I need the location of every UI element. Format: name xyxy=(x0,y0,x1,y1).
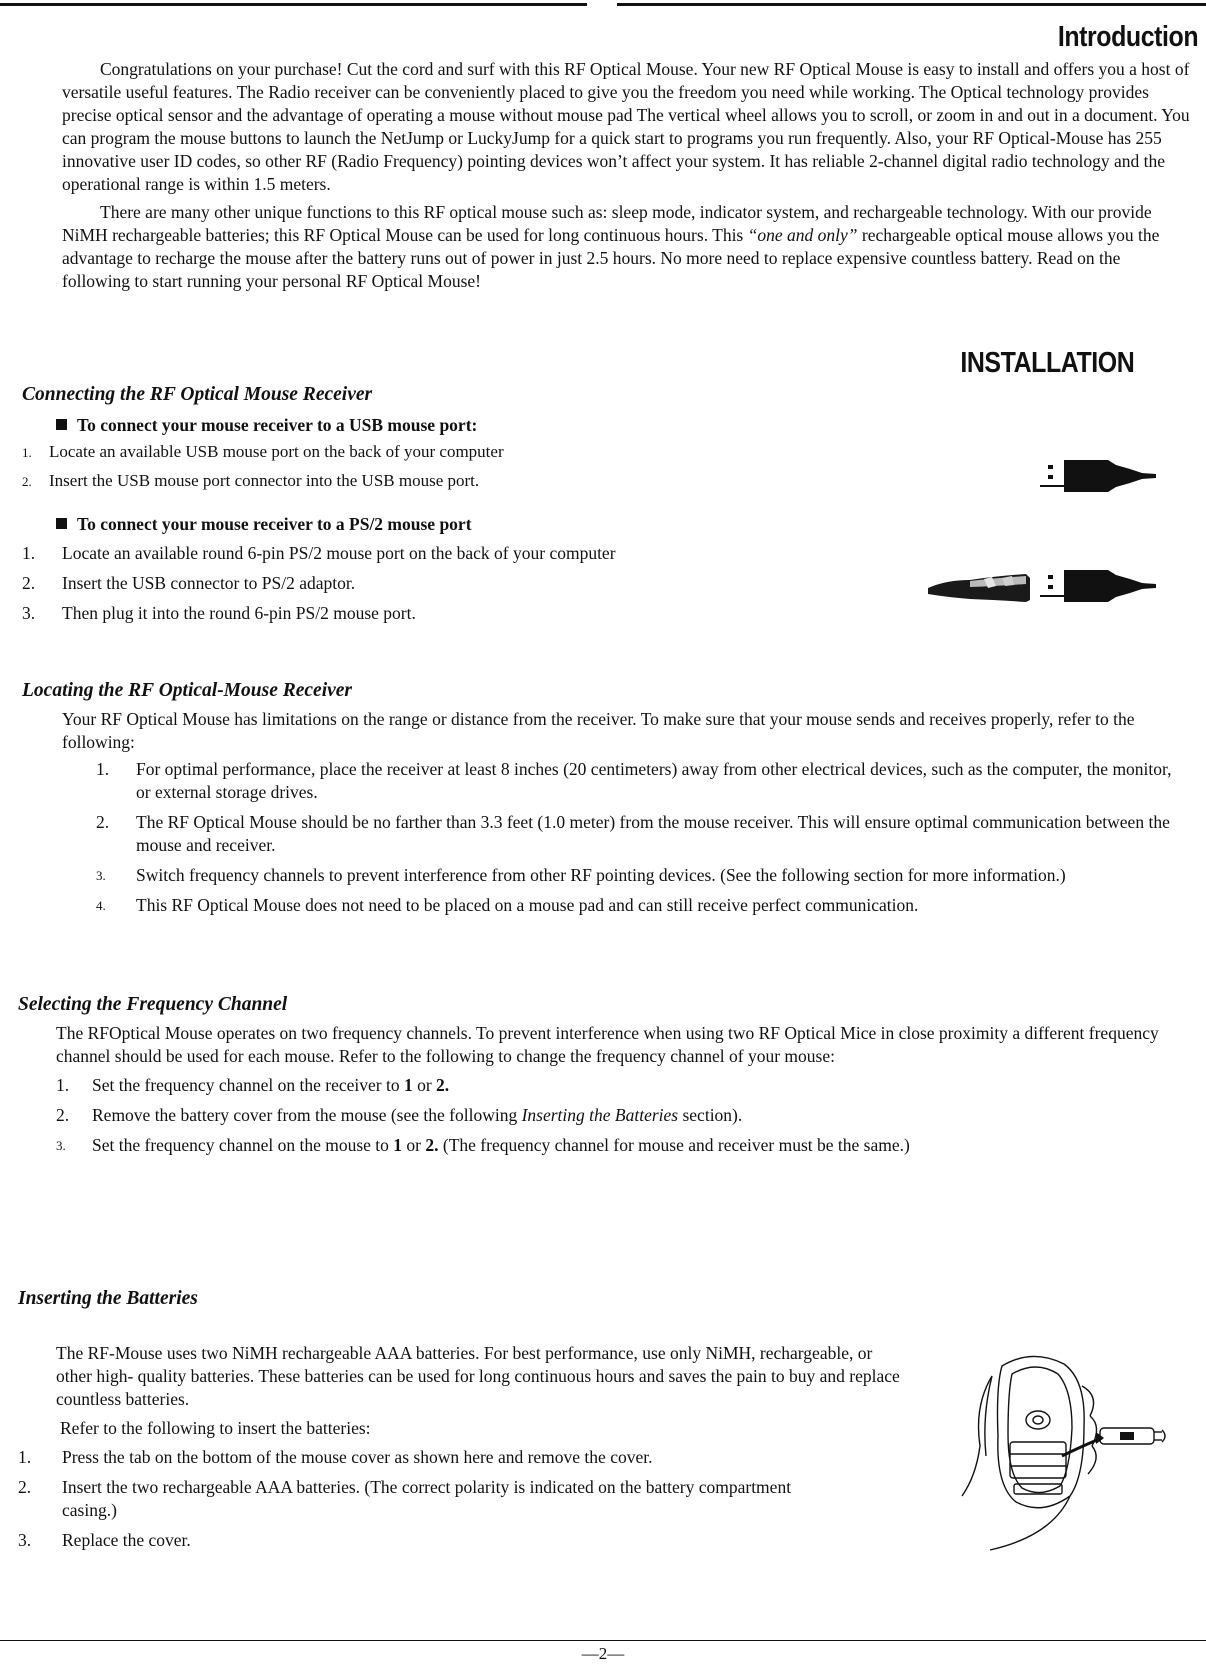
step-text xyxy=(92,1074,1178,1097)
usb-subheading xyxy=(56,414,942,437)
list-item xyxy=(96,811,1172,857)
item-number: 3. xyxy=(96,868,106,884)
step-text-part: Set the frequency channel on the mouse to xyxy=(92,1135,394,1156)
item-number: 1. xyxy=(96,758,110,779)
step-text-part: (The frequency channel for mouse and receiver must be the same.) xyxy=(438,1135,910,1156)
intro-p2-text-a: There are many other unique functions to this RF optical mouse such as: sleep mode, indicator system, and rechargeable technology. With our provide NiMH rechargeable batteries; this RF Optical Mouse can be used for long continuous hours. This xyxy=(62,201,1152,245)
intro-paragraph-1: Congratulations on your purchase! Cut the cord and surf with this RF Optical Mouse. Your new RF Optical Mouse is easy to install and offers you a host of versatile useful features. The Radio receiver can be conveniently placed to give you the freedom you need while working. The Optical technology provides precise optical sensor and the advantage of operating a mouse without mouse pad The vertical wheel allows you to scroll, or zoom in and out in a document. You can program the mouse buttons to launch the NetJump or LuckyJump for a quick start to programs you run frequently. Also, your RF Optical-Mouse has 255 innovative user ID codes, so other RF (Radio Frequency) pointing devices won’t affect your system. It has reliable 2-channel digital radio technology and the operational range is within 1.5 meters. xyxy=(62,59,1190,195)
item-text: This RF Optical Mouse does not need to be placed on a mouse pad and can still receive perfect communication. xyxy=(136,895,919,916)
batteries-refer: Refer to the following to insert the batteries: xyxy=(60,1418,371,1439)
locating-list xyxy=(96,758,1172,918)
locating-intro: Your RF Optical Mouse has limitations on the range or distance from the receiver. To make sure that your mouse sends and receives properly, refer to the following: xyxy=(62,708,1135,752)
list-item xyxy=(96,864,1172,887)
installation-heading: INSTALLATION xyxy=(959,347,1134,379)
ps2-adaptor-icon xyxy=(926,566,1034,606)
channel-value: 1 xyxy=(393,1135,403,1156)
step-text-part: or xyxy=(412,1074,437,1095)
list-item xyxy=(22,542,942,565)
item-text: The RF Optical Mouse should be no farther than 3.3 feet (1.0 meter) from the mouse receiver. This will ensure optimal communication between the mouse and receiver. xyxy=(136,812,1170,856)
batteries-steps-list xyxy=(18,1446,838,1552)
step-text-part: Set the frequency channel on the receiver to xyxy=(92,1074,404,1095)
batteries-section xyxy=(18,1286,918,1552)
introduction-heading: Introduction xyxy=(1057,21,1198,53)
step-text xyxy=(92,1134,1178,1157)
batteries-title: Inserting the Batteries xyxy=(18,1288,198,1309)
list-item xyxy=(18,1476,838,1522)
section-reference: Inserting the Batteries xyxy=(521,1105,679,1126)
usb-connector-icon-2 xyxy=(1038,566,1166,606)
channel-value: 1 xyxy=(403,1074,413,1095)
channel-value: 2. xyxy=(436,1074,450,1095)
step-text xyxy=(92,1104,1178,1127)
intro-p2-italic: “one and only” xyxy=(747,224,858,245)
step-text: Replace the cover. xyxy=(62,1530,191,1551)
item-text: Switch frequency channels to prevent interference from other RF pointing devices. (See the following section for more information.) xyxy=(136,865,1066,886)
step-text: Press the tab on the bottom of the mouse cover as shown here and remove the cover. xyxy=(62,1447,653,1468)
step-text: Locate an available USB mouse port on the back of your computer xyxy=(49,441,504,461)
list-item xyxy=(18,1529,838,1552)
step-text: Insert the USB mouse port connector into the USB mouse port. xyxy=(49,471,480,491)
step-number: 3. xyxy=(22,602,36,623)
batteries-paragraph: The RF-Mouse uses two NiMH rechargeable AAA batteries. For best performance, use only NiMH, rechargeable, or other high- quality batteries. These batteries can be used for long continuous hours and saves the pain to buy and replace countless batteries. xyxy=(56,1342,900,1409)
list-item xyxy=(22,441,942,463)
ps2-subheading-text: To connect your mouse receiver to a PS/2 mouse port xyxy=(77,513,472,534)
ps2-steps-list xyxy=(22,542,942,625)
list-item xyxy=(96,758,1172,804)
step-number: 1. xyxy=(18,1447,32,1468)
step-text: Then plug it into the round 6-pin PS/2 mouse port. xyxy=(62,602,416,623)
step-number: 2. xyxy=(18,1477,32,1498)
intro-p2-text-b: rechargeable optical mouse allows you the advantage to recharge the mouse after the battery runs out of power in just 2.5 hours. No more need to replace expensive countless battery. Read on the following to start running your personal RF Optical Mouse! xyxy=(62,224,1160,291)
usb-steps-list xyxy=(22,441,942,493)
usb-connector-icon xyxy=(1038,456,1166,496)
locating-section xyxy=(22,678,1172,917)
channel-value: 2. xyxy=(425,1135,439,1156)
connecting-title: Connecting the RF Optical Mouse Receiver xyxy=(22,384,373,405)
frequency-intro: The RFOptical Mouse operates on two frequency channels. To prevent interference when using two RF Optical Mice in close proximity a different frequency channel should be used for each mouse. Refer to the following to change the frequency channel of your mouse: xyxy=(56,1022,1159,1066)
step-number: 1. xyxy=(22,444,32,460)
step-text: Insert the two rechargeable AAA batteries. (The correct polarity is indicated on the battery compartment casing.) xyxy=(62,1477,792,1521)
introduction-section xyxy=(62,58,1192,293)
item-number: 4. xyxy=(96,898,106,914)
step-text-part: section). xyxy=(678,1105,743,1126)
step-text: Locate an available round 6-pin PS/2 mouse port on the back of your computer xyxy=(62,542,616,563)
intro-paragraph-2 xyxy=(62,201,1192,293)
step-text: Insert the USB connector to PS/2 adaptor. xyxy=(62,572,356,593)
ps2-subheading xyxy=(56,513,942,536)
list-item xyxy=(22,470,942,492)
frequency-title: Selecting the Frequency Channel xyxy=(18,994,288,1015)
list-item xyxy=(22,602,942,625)
step-number: 2. xyxy=(22,572,36,593)
list-item xyxy=(22,572,942,595)
top-rule-gap xyxy=(587,0,617,10)
step-text-part: or xyxy=(402,1135,426,1156)
usb-subheading-text: To connect your mouse receiver to a USB mouse port: xyxy=(77,414,478,435)
list-item xyxy=(56,1134,1178,1157)
step-number: 3. xyxy=(18,1530,32,1551)
locating-title: Locating the RF Optical-Mouse Receiver xyxy=(22,680,353,701)
list-item xyxy=(56,1074,1178,1097)
step-number: 3. xyxy=(56,1138,66,1154)
list-item xyxy=(18,1446,838,1469)
step-text-part: Remove the battery cover from the mouse (see the following xyxy=(92,1105,522,1126)
item-number: 2. xyxy=(96,812,110,833)
step-number: 2. xyxy=(22,474,32,490)
page-number: —2— xyxy=(581,1644,625,1663)
connecting-section xyxy=(22,382,942,625)
square-bullet-icon xyxy=(56,518,67,529)
square-bullet-icon xyxy=(56,419,67,430)
step-number: 1. xyxy=(56,1074,70,1095)
bottom-rule xyxy=(0,1640,1206,1641)
item-text: For optimal performance, place the receiver at least 8 inches (20 centimeters) away from other electrical devices, such as the computer, the monitor, or external storage drives. xyxy=(136,758,1172,803)
step-number: 2. xyxy=(56,1105,70,1126)
list-item xyxy=(96,894,1172,917)
list-item xyxy=(56,1104,1178,1127)
frequency-steps-list xyxy=(56,1074,1178,1157)
mouse-battery-illustration xyxy=(952,1346,1184,1558)
frequency-section xyxy=(18,992,1178,1157)
step-number: 1. xyxy=(22,542,36,563)
